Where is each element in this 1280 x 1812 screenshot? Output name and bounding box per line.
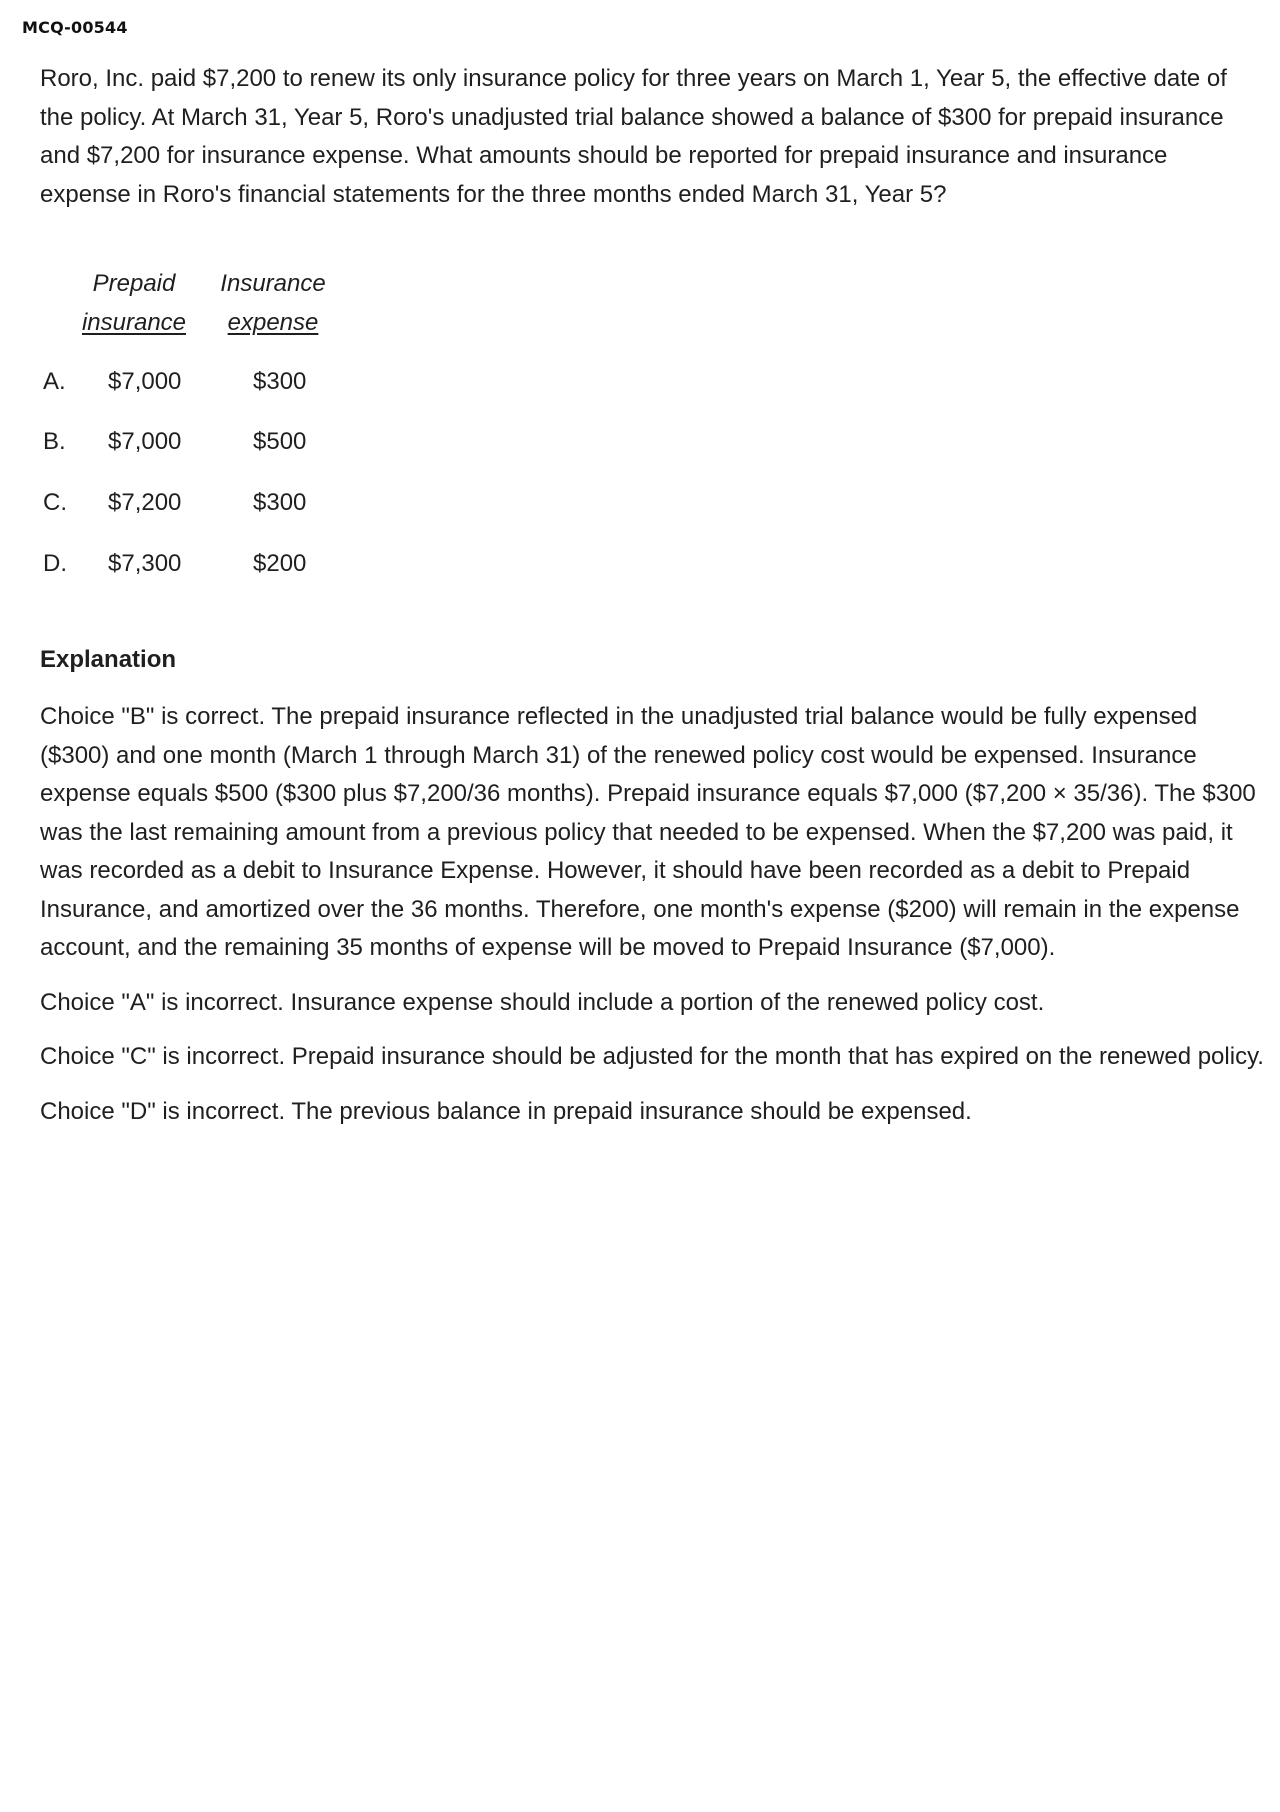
column-header-prepaid-line2: insurance (81, 309, 187, 336)
choice-prepaid-value: $7,200 (108, 489, 182, 516)
explanation-body (40, 698, 1270, 1147)
choice-letter: C. (43, 489, 67, 516)
choice-prepaid-value: $7,000 (108, 368, 182, 395)
explanation-paragraph-correct: Choice "B" is correct. The prepaid insurance reflected in the unadjusted trial balance would be fully expensed ($300) and one month (March 1 through March 31) of the renewed policy cost would be expensed. Insurance expense equals $500 ($300 plus $7,200/36 months). Prepaid insurance equals $7,000 ($7,200 × 35/36). The $300 was the last remaining amount from a previous policy that needed to be expensed. When the $7,200 was paid, it was recorded as a debit to Insurance Expense. However, it should have been recorded as a debit to Prepaid Insurance, and amortized over the 36 months. Therefore, one month's expense ($200) will remain in the expense account, and the remaining 35 months of expense will be moved to Prepaid Insurance ($7,000). (40, 703, 1256, 961)
explanation-heading: Explanation (40, 646, 177, 673)
question-text: Roro, Inc. paid $7,200 to renew its only insurance policy for three years on March 1, Year 5, the effective date of the policy. At March 31, Year 5, Roro's unadjusted trial balance showed a balance of $300 for prepaid insurance and $7,200 for insurance expense. What amounts should be reported for prepaid insurance and insurance expense in Roro's financial statements for the three months ended March 31, Year 5? (40, 65, 1227, 208)
document-id: MCQ-00544 (22, 18, 128, 37)
choice-expense-value: $500 (253, 428, 307, 455)
explanation-paragraph-choice-d: Choice "D" is incorrect. The previous balance in prepaid insurance should be expensed. (40, 1097, 972, 1125)
choice-prepaid-value: $7,300 (108, 550, 182, 577)
column-header-prepaid-insurance (78, 264, 190, 342)
column-header-expense-line1: Insurance (220, 270, 326, 297)
choice-letter: A. (43, 368, 66, 395)
choice-prepaid-value: $7,000 (108, 428, 182, 455)
column-header-prepaid-line1: Prepaid (92, 270, 176, 297)
column-header-insurance-expense (208, 264, 338, 342)
choice-expense-value: $200 (253, 550, 307, 577)
choice-expense-value: $300 (253, 368, 307, 395)
explanation-paragraph-choice-a: Choice "A" is incorrect. Insurance expense should include a portion of the renewed policy cost. (40, 988, 1045, 1016)
explanation-paragraph-choice-c: Choice "C" is incorrect. Prepaid insurance should be adjusted for the month that has expired on the renewed policy. (40, 1043, 1264, 1070)
column-header-expense-line2: expense (227, 309, 319, 336)
choice-expense-value: $300 (253, 489, 307, 516)
choice-letter: D. (43, 550, 67, 577)
choice-letter: B. (43, 428, 66, 455)
